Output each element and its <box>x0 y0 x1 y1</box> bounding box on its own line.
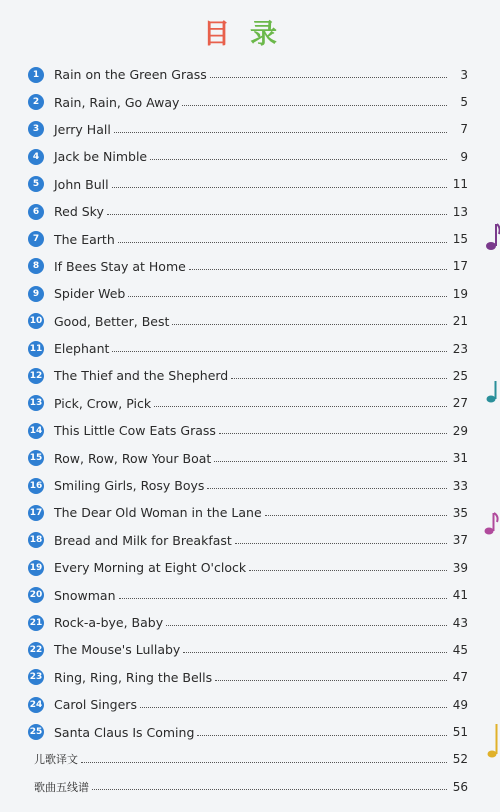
page-title <box>0 12 500 51</box>
entry-number-badge: 6 <box>28 204 44 220</box>
dot-leader <box>119 598 448 599</box>
dot-leader <box>249 570 447 571</box>
toc-entry[interactable] <box>28 417 468 444</box>
dot-leader <box>182 105 447 106</box>
entry-number-badge: 13 <box>28 395 44 411</box>
entry-number-badge: 8 <box>28 258 44 274</box>
dot-leader <box>107 214 447 215</box>
dot-leader <box>197 735 447 736</box>
entry-page-number: 27 <box>452 396 468 411</box>
dot-leader <box>214 461 447 462</box>
toc-entry[interactable] <box>28 198 468 225</box>
entry-page-number: 21 <box>452 314 468 329</box>
entry-page-number: 19 <box>452 286 468 301</box>
music-note-icon <box>486 378 500 404</box>
dot-leader <box>215 680 447 681</box>
entry-page-number: 23 <box>452 341 468 356</box>
entry-title: Jack be Nimble <box>54 149 148 165</box>
toc-entry[interactable] <box>28 581 468 608</box>
entry-number-badge: 17 <box>28 505 44 521</box>
toc-entry[interactable] <box>28 691 468 718</box>
appendix-title: 歌曲五线谱 <box>34 780 89 794</box>
dot-leader <box>92 789 447 790</box>
entry-title: Santa Claus Is Coming <box>54 724 195 740</box>
title-char-2: 录 <box>250 19 297 50</box>
entry-page-number: 9 <box>460 149 468 164</box>
entry-title: The Earth <box>54 231 115 247</box>
toc-appendix-entry[interactable] <box>28 746 468 773</box>
entry-title: The Dear Old Woman in the Lane <box>54 505 262 521</box>
dot-leader <box>207 488 447 489</box>
dot-leader <box>118 242 447 243</box>
toc-entry[interactable] <box>28 390 468 417</box>
entry-page-number: 43 <box>452 615 468 630</box>
entry-page-number: 35 <box>452 505 468 520</box>
entry-page-number: 3 <box>460 67 468 82</box>
entry-number-badge: 11 <box>28 341 44 357</box>
entry-number-badge: 25 <box>28 724 44 740</box>
dot-leader <box>112 187 447 188</box>
entry-page-number: 31 <box>452 451 468 466</box>
toc-entry[interactable] <box>28 225 468 252</box>
entry-number-badge: 15 <box>28 450 44 466</box>
entry-title: Row, Row, Row Your Boat <box>54 450 212 466</box>
entry-title: Red Sky <box>54 204 104 220</box>
entry-title: Elephant <box>54 341 110 357</box>
toc-entry[interactable] <box>28 499 468 526</box>
entry-title: Pick, Crow, Pick <box>54 395 152 411</box>
entry-number-badge: 12 <box>28 368 44 384</box>
entry-title: Spider Web <box>54 286 126 302</box>
entry-page-number: 37 <box>452 533 468 548</box>
entry-number-badge: 7 <box>28 231 44 247</box>
dot-leader <box>150 159 447 160</box>
entry-page-number: 25 <box>452 368 468 383</box>
toc-entry[interactable] <box>28 308 468 335</box>
entry-page-number: 13 <box>452 204 468 219</box>
entry-number-badge: 21 <box>28 615 44 631</box>
toc-entry[interactable] <box>28 636 468 663</box>
toc-entry[interactable] <box>28 362 468 389</box>
entry-title: Rain on the Green Grass <box>54 67 207 83</box>
toc-entry[interactable] <box>28 718 468 745</box>
toc-entry[interactable] <box>28 335 468 362</box>
dot-leader <box>183 652 447 653</box>
entry-title: The Mouse's Lullaby <box>54 642 181 658</box>
entry-page-number: 47 <box>452 670 468 685</box>
entry-number-badge: 16 <box>28 478 44 494</box>
dot-leader <box>166 625 447 626</box>
entry-title: Jerry Hall <box>54 121 111 137</box>
toc-entry[interactable] <box>28 171 468 198</box>
dot-leader <box>81 762 447 763</box>
entry-title: The Thief and the Shepherd <box>54 368 229 384</box>
dot-leader <box>114 132 447 133</box>
appendix-title: 儿歌译文 <box>34 753 78 767</box>
entry-title: Rock-a-bye, Baby <box>54 615 164 630</box>
dot-leader <box>265 515 447 516</box>
entry-title: Good, Better, Best <box>54 313 170 329</box>
entry-title: Snowman <box>54 587 116 603</box>
entry-title: If Bees Stay at Home <box>54 258 186 274</box>
dot-leader <box>172 324 447 325</box>
title-char-1: 目 <box>203 19 250 50</box>
entry-title: Bread and Milk for Breakfast <box>54 532 232 548</box>
entry-page-number: 45 <box>452 642 468 657</box>
entry-title: Rain, Rain, Go Away <box>54 94 180 110</box>
entry-number-badge: 2 <box>28 94 44 110</box>
entry-number-badge: 5 <box>28 176 44 192</box>
entry-number-badge: 23 <box>28 669 44 685</box>
dot-leader <box>112 351 447 352</box>
dot-leader <box>189 269 447 270</box>
dot-leader <box>140 707 447 708</box>
dot-leader <box>235 543 447 544</box>
toc-entry[interactable] <box>28 472 468 499</box>
entry-title: Every Morning at Eight O'clock <box>54 560 247 576</box>
entry-page-number: 15 <box>452 232 468 247</box>
entry-title: Smiling Girls, Rosy Boys <box>54 478 205 494</box>
entry-number-badge: 18 <box>28 532 44 548</box>
entry-page-number: 29 <box>452 423 468 438</box>
entry-page-number: 33 <box>452 478 468 493</box>
dot-leader <box>154 406 447 407</box>
entry-page-number: 7 <box>460 122 468 137</box>
entry-number-badge: 22 <box>28 642 44 658</box>
toc-entry[interactable] <box>28 554 468 581</box>
entry-number-badge: 24 <box>28 697 44 713</box>
toc-entry[interactable] <box>28 61 468 88</box>
table-of-contents <box>28 61 468 801</box>
toc-entry[interactable] <box>28 116 468 143</box>
entry-number-badge: 9 <box>28 286 44 302</box>
entry-page-number: 49 <box>452 697 468 712</box>
toc-entry[interactable] <box>28 444 468 471</box>
toc-appendix-entry[interactable] <box>28 773 468 800</box>
dot-leader <box>128 296 447 297</box>
toc-entry[interactable] <box>28 609 468 636</box>
entry-page-number: 5 <box>460 95 468 110</box>
entry-number-badge: 1 <box>28 67 44 83</box>
entry-number-badge: 3 <box>28 121 44 137</box>
music-note-icon <box>487 720 500 760</box>
entry-title: This Little Cow Eats Grass <box>54 423 216 439</box>
entry-number-badge: 10 <box>28 313 44 329</box>
entry-number-badge: 20 <box>28 587 44 603</box>
entry-page-number: 51 <box>452 725 468 740</box>
dot-leader <box>219 433 447 434</box>
entry-title: Ring, Ring, Ring the Bells <box>54 669 213 685</box>
toc-entry[interactable] <box>28 664 468 691</box>
entry-page-number: 11 <box>452 177 468 192</box>
music-note-icon <box>484 510 500 536</box>
dot-leader <box>231 378 447 379</box>
toc-entry[interactable] <box>28 143 468 170</box>
entry-number-badge: 19 <box>28 560 44 576</box>
music-note-icon <box>485 220 500 252</box>
entry-page-number: 41 <box>452 588 468 603</box>
entry-page-number: 17 <box>452 259 468 274</box>
dot-leader <box>210 77 447 78</box>
entry-title: Carol Singers <box>54 697 137 713</box>
entry-page-number: 39 <box>452 560 468 575</box>
entry-number-badge: 4 <box>28 149 44 165</box>
toc-entry[interactable] <box>28 88 468 115</box>
appendix-page-number: 56 <box>452 779 468 794</box>
toc-entry[interactable] <box>28 280 468 307</box>
appendix-page-number: 52 <box>452 752 468 767</box>
entry-title: John Bull <box>54 176 109 192</box>
entry-number-badge: 14 <box>28 423 44 439</box>
toc-entry[interactable] <box>28 527 468 554</box>
toc-entry[interactable] <box>28 253 468 280</box>
